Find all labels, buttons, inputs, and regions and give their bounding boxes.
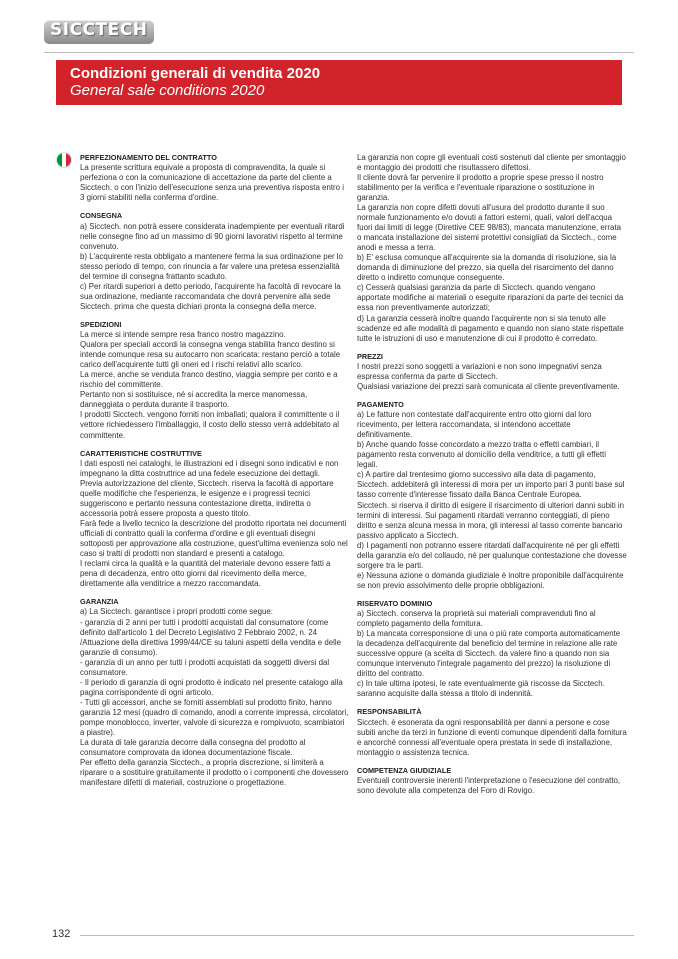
section-consegna xyxy=(80,211,350,312)
section-heading: CARATTERISTICHE COSTRUTTIVE xyxy=(80,448,202,458)
section-text: La garanzia non copre gli eventuali costi sostenuti dal cliente per smontaggio e montaggio dei prodotti che risultassero difettosi. Il cliente dovrà far pervenire il prodotto a proprie spese presso il nostro stabilimento per la verifica e l'eventuale riparazione o sostituzione in garanzia. La garanzia non copre difetti dovuti all'usura del prodotto durante il suo normale funzionamento e/o dovuti a fattori esterni, quali, valori dell'acqua fuori dai limiti di legge (Direttive CEE 98/83), mancata manutenzione, errata o mancata installazione dei sistemi protettivi consigliati da Sicctech., come anodi e messa a terra. b) E' esclusa comunque all'acquirente sia la domanda di risoluzione, sia la domanda di diminuzione del prezzo, sia quella del risarcimento del danno diretto o indiretto comunque conseguente. c) Cesserà qualsiasi garanzia da parte di Sicctech. quando vengano apportate modifiche ai materiali o eseguite riparazioni da parte dei tecnici da essa non preventivamente autorizzati; d) La garanzia cesserà inoltre quando l'acquirente non si sia tenuto alle scadenze ed alle modalità di pagamento e quando non siano state rispettate tutte le istruzioni di uso e manutenzione di cui il prodotto è corredato. xyxy=(357,153,626,343)
section-heading: RESPONSABILITÀ xyxy=(357,707,422,717)
section-garanzia-continued xyxy=(357,153,627,344)
section-heading: COMPETENZA GIUDIZIALE xyxy=(357,765,452,775)
section-heading: PERFEZIONAMENTO DEL CONTRATTO xyxy=(80,153,217,162)
section-garanzia xyxy=(80,597,350,788)
section-spedizioni xyxy=(80,320,350,441)
section-heading: CONSEGNA xyxy=(80,211,123,221)
section-text: a) Le fatture non contestate dall'acquirente entro otto giorni dal loro ricevimento, per lettera raccomandata, si intendono accettate definitivamente. b) Anche quando fosse concordato a mezzo tratta o effetti cambiari, il pagamento resta convenuto al domicilio della venditrice, a tutti gli effetti legali. c) A partire dal trentesimo giorno successivo alla data di pagamento, Sicctech. addebiterà gli interessi di mora per un importo pari 3 punti base sul tasso corrente d'interesse fissato dalla Banca Centrale Europea. Sicctech. si riserva il diritto di esigere il risarcimento di ulteriori danni subiti in termini di interessi. Sui pagamenti ritardati verranno conteggiati, di pieno diritto e senza alcuna messa in mora, gli interessi al tasso corrente bancario passivo applicato a Sicctech. d) I pagamenti non potranno essere ritardati dall'acquirente né per gli effetti della garanzia e/o del collaudo, né per qualunque contestazione che dovesse sorgere tra le parti. e) Nessuna azione o domanda giudiziale è inoltre proponibile dall'acquirente se non previo assolvimento delle proprie obbligazioni. xyxy=(357,410,627,590)
title-banner xyxy=(56,60,622,105)
section-caratteristiche xyxy=(80,449,350,590)
section-text: I nostri prezzi sono soggetti a variazioni e non sono impegnativi senza espressa conferma da parte di Sicctech. Qualsiasi variazione dei prezzi sarà comunicata al cliente preventivamente. xyxy=(357,361,620,391)
left-column xyxy=(80,153,350,796)
section-prezzi xyxy=(357,352,627,392)
section-text: Sicctech. è esonerata da ogni responsabilità per danni a persone e cose subiti anche da terzi in funzione di eventi comunque dipendenti dalla fornitura e ancorché connessi all'eventuale opera prestata in sede di installazione, montaggio o assistenza tecnica. xyxy=(357,717,627,757)
section-perfezionamento xyxy=(80,153,350,203)
sicctech-logo: SICCTECH xyxy=(44,20,154,44)
section-responsabilita xyxy=(357,707,627,757)
section-heading: RISERVATO DOMINIO xyxy=(357,598,433,608)
header-divider xyxy=(44,52,634,53)
section-text: a) Sicctech. non potrà essere considerata inadempiente per eventuali ritardi nelle consegne fino ad un massimo di 90 giorni lavorativi rispetto al termine convenuto. b) L'acquirente resta obbligato a mantenere ferma la sua ordinazione per lo stesso periodo di tempo, con rinuncia a far valere una pretesa essenzialità del termine di consegna frattanto scaduto. c) Per ritardi superiori a detto periodo, l'acquirente ha facoltà di revocare la sua ordinazione, mediante raccomandata che dovrà pervenire alla sede Sicctech. prima che questa dichiari pronta la consegna della merce. xyxy=(80,221,345,311)
right-column xyxy=(357,153,627,804)
footer-divider xyxy=(80,935,634,936)
section-competenza xyxy=(357,766,627,796)
section-text: Eventuali controversie inerenti l'interpretazione o l'esecuzione del contratto, sono devolute alla competenza del Foro di Rovigo. xyxy=(357,775,621,796)
page-title-italian: Condizioni generali di vendita 2020 xyxy=(70,65,321,82)
section-pagamento xyxy=(357,400,627,591)
section-text: I dati esposti nei cataloghi, le illustrazioni ed i disegni sono indicativi e non impegnano la ditta costruttrice ad una fedele esecuzione dei dettagli. Previa autorizzazione del cliente, Sicctech. riserva la facoltà di apportare quelle modifiche che l'esperienza, le esigenze e i progressi tecnici suggeriscono e pertanto nessuna contestazione diretta, indiretta o accessoria potrà essere proposta a questo titolo. Farà fede a livello tecnico la descrizione del prodotto riportata nei documenti ufficiali di contratto quali la conferma d'ordine e gli eventuali disegni sottoposti per approvazione alla costruzione, quest'ultima evenienza solo nel caso si tratti di prodotti non standard e presenti a catalogo. I reclami circa la qualità e la quantità del materiale devono essere fatti a pena di decadenza, entro otto giorni dal ricevimento della merce, direttamente alla venditrice a mezzo raccomandata. xyxy=(80,458,348,589)
section-heading: PAGAMENTO xyxy=(357,399,404,409)
page-number: 132 xyxy=(52,928,71,940)
section-text: a) Sicctech. conserva la proprietà sui materiali compravenduti fino al completo pagamento della fornitura. b) La mancata corresponsione di una o più rate comporta automaticamente la decadenza dell'acquirente dal beneficio del termine in relazione alle rate successive oppure (a scelta di Sicctech. da valere fino a quando non sia comunque intervenuto l'integrale pagamento del prezzo) la risoluzione di diritto del contratto. c) In tale ultima ipotesi, le rate eventualmente già riscosse da Sicctech. saranno acquisite dalla stessa a titolo di indennità. xyxy=(357,609,621,699)
section-text: a) La Sicctech. garantisce i propri prodotti come segue: - garanzia di 2 anni per tutti i prodotti acquistati dal consumatore (come definito dall'articolo 1 del Decreto Legislativo 2 Febbraio 2002, n. 24 /Attuazione della direttiva 1999/44/CE su taluni aspetti della vendita e delle garanzie di consumo). - garanzia di un anno per tutti i prodotti acquistati da soggetti diversi dal consumatore. - Il periodo di garanzia di ogni prodotto è indicato nel presente catalogo alla pagina corrispondente di ogni articolo. - Tutti gli accessori, anche se forniti assemblati sul prodotto finito, hanno garanzia 12 mesi (quadro di comando, anodi a corrente impressa, circolatori, pompe monoblocco, inverter, valvole di sicurezza e rompivuoto, scambiatori a piastre). La durata di tale garanzia decorre dalla consegna del prodotto al consumatore comprovata da idonea documentazione fiscale. Per effetto della garanzia Sicctech., a propria discrezione, si limiterà a riparare o a sostituire gratuitamente il prodotto o i componenti che dovessero manifestare difetti di materiali, costruzione o progettazione. xyxy=(80,607,349,788)
section-heading: GARANZIA xyxy=(80,597,119,607)
page-title-english: General sale conditions 2020 xyxy=(70,82,265,99)
section-text: La merce si intende sempre resa franco nostro magazzino. Qualora per speciali accordi la consegna venga stabilita franco destino si intende comunque resa su autocarro non scaricata: restano perciò a totale carico dell'acquirente tutti gli oneri ed i rischi relativi allo scarico. La merce, anche se venduta franco destino, viaggia sempre per conto e a rischio del committente. Pertanto non si sostituisce, né si accredita la merce manomessa, danneggiata o perduta durante il trasporto. I prodotti Sicctech. vengono forniti non imballati; qualora il committente o il vettore richiedessero l'imballaggio, il costo dello stesso verrà addebitato al committente. xyxy=(80,330,341,440)
section-riservato-dominio xyxy=(357,599,627,700)
section-text: La presente scrittura equivale a proposta di compravendita, la quale si perfeziona o con la comunicazione di accettazione da parte del cliente a Sicctech. o con l'inizio dell'esecuzione senza una preventiva risposta entro i 3 giorni stabiliti nella conferma d'ordine. xyxy=(80,163,344,203)
section-heading: SPEDIZIONI xyxy=(80,319,122,329)
section-heading: PREZZI xyxy=(357,351,383,361)
italian-flag-icon xyxy=(56,152,72,168)
